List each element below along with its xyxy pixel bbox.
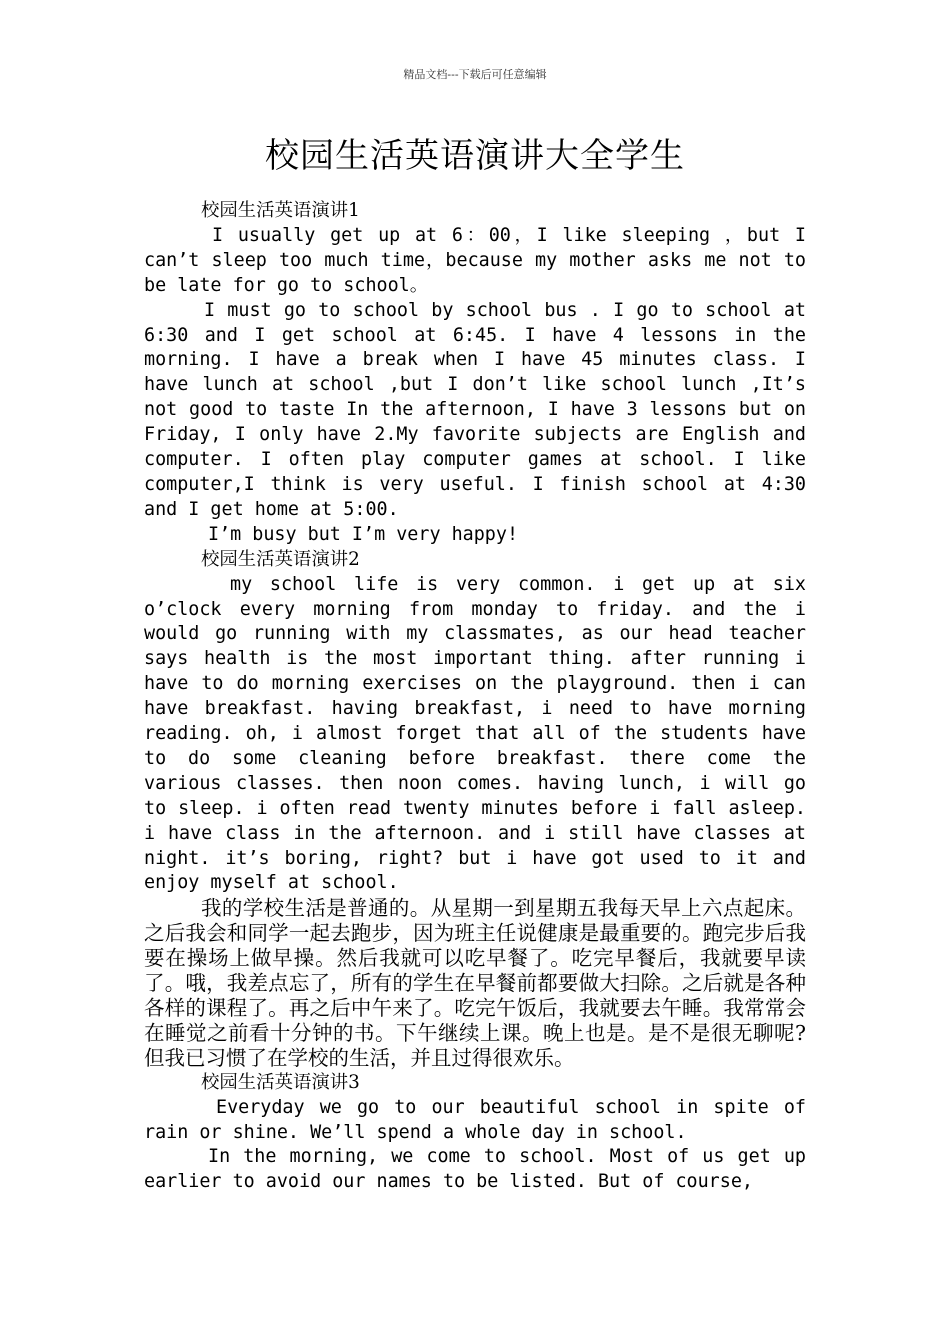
section-heading: 校园生活英语演讲3 — [201, 1071, 360, 1093]
paragraph: I usually get up at 6：00，I like sleeping ，but I can’t sleep too much time，because my mother asks me not to be late for go to school。 — [144, 224, 806, 296]
paragraph: I must go to school by school bus . I go to school at 6:30 and I get school at 6:45. I have 4 lessons in the morning. I have a break when I have 45 minutes class. I have lunch at school ,but I don’t like school lunch ,It’s not good to taste In the afternoon, I have 3 lessons but on Friday, I only have 2.My favorite subjects are English and computer. I often play computer games at school. I like computer,I think is very useful. I finish school at 4:30 and I get home at 5:00. — [144, 299, 806, 520]
section-heading: 校园生活英语演讲2 — [201, 548, 360, 570]
header-note: 精品文档---下载后可任意编辑 — [403, 68, 547, 81]
paragraph: Everyday we go to our beautiful school in spite of rain or shine. We’ll spend a whole day in school. — [144, 1096, 806, 1143]
paragraph-chinese: 我的学校生活是普通的。从星期一到星期五我每天早上六点起床。之后我会和同学一起去跑步，因为班主任说健康是最重要的。跑完步后我要在操场上做早操。然后我就可以吃早餐了。吃完早餐后，我就要早读了。哦，我差点忘了，所有的学生在早餐前都要做大扫除。之后就是各种各样的课程了。再之后中午来了。吃完午饭后，我就要去午睡。我常常会在睡觉之前看十分钟的书。下午继续上课。晚上也是。是不是很无聊呢?但我已习惯了在学校的生活，并且过得很欢乐。 — [144, 896, 806, 1070]
document-body — [144, 199, 806, 1195]
paragraph: In the morning, we come to school. Most of us get up earlier to avoid our names to be listed. But of course, — [144, 1146, 806, 1193]
section-heading: 校园生活英语演讲1 — [201, 200, 360, 221]
paragraph: my school life is very common. i get up at six o’clock every morning from monday to friday. and the i would go running with my classmates, as our head teacher says health is the most important thing. after running i have to do morning exercises on the playground. then i can have breakfast. having breakfast, i need to have morning reading. oh, i almost forget that all of the students have to do some cleaning before breakfast. there come the various classes. then noon comes. having lunch, i will go to sleep. i often read twenty minutes before i fall asleep. i have class in the afternoon. and i still have classes at night. it’s boring, right? but i have got used to it and enjoy myself at school. — [144, 573, 806, 894]
paragraph: I’m busy but I’m very happy! — [208, 523, 519, 545]
document-title: 校园生活英语演讲大全学生 — [265, 136, 685, 176]
